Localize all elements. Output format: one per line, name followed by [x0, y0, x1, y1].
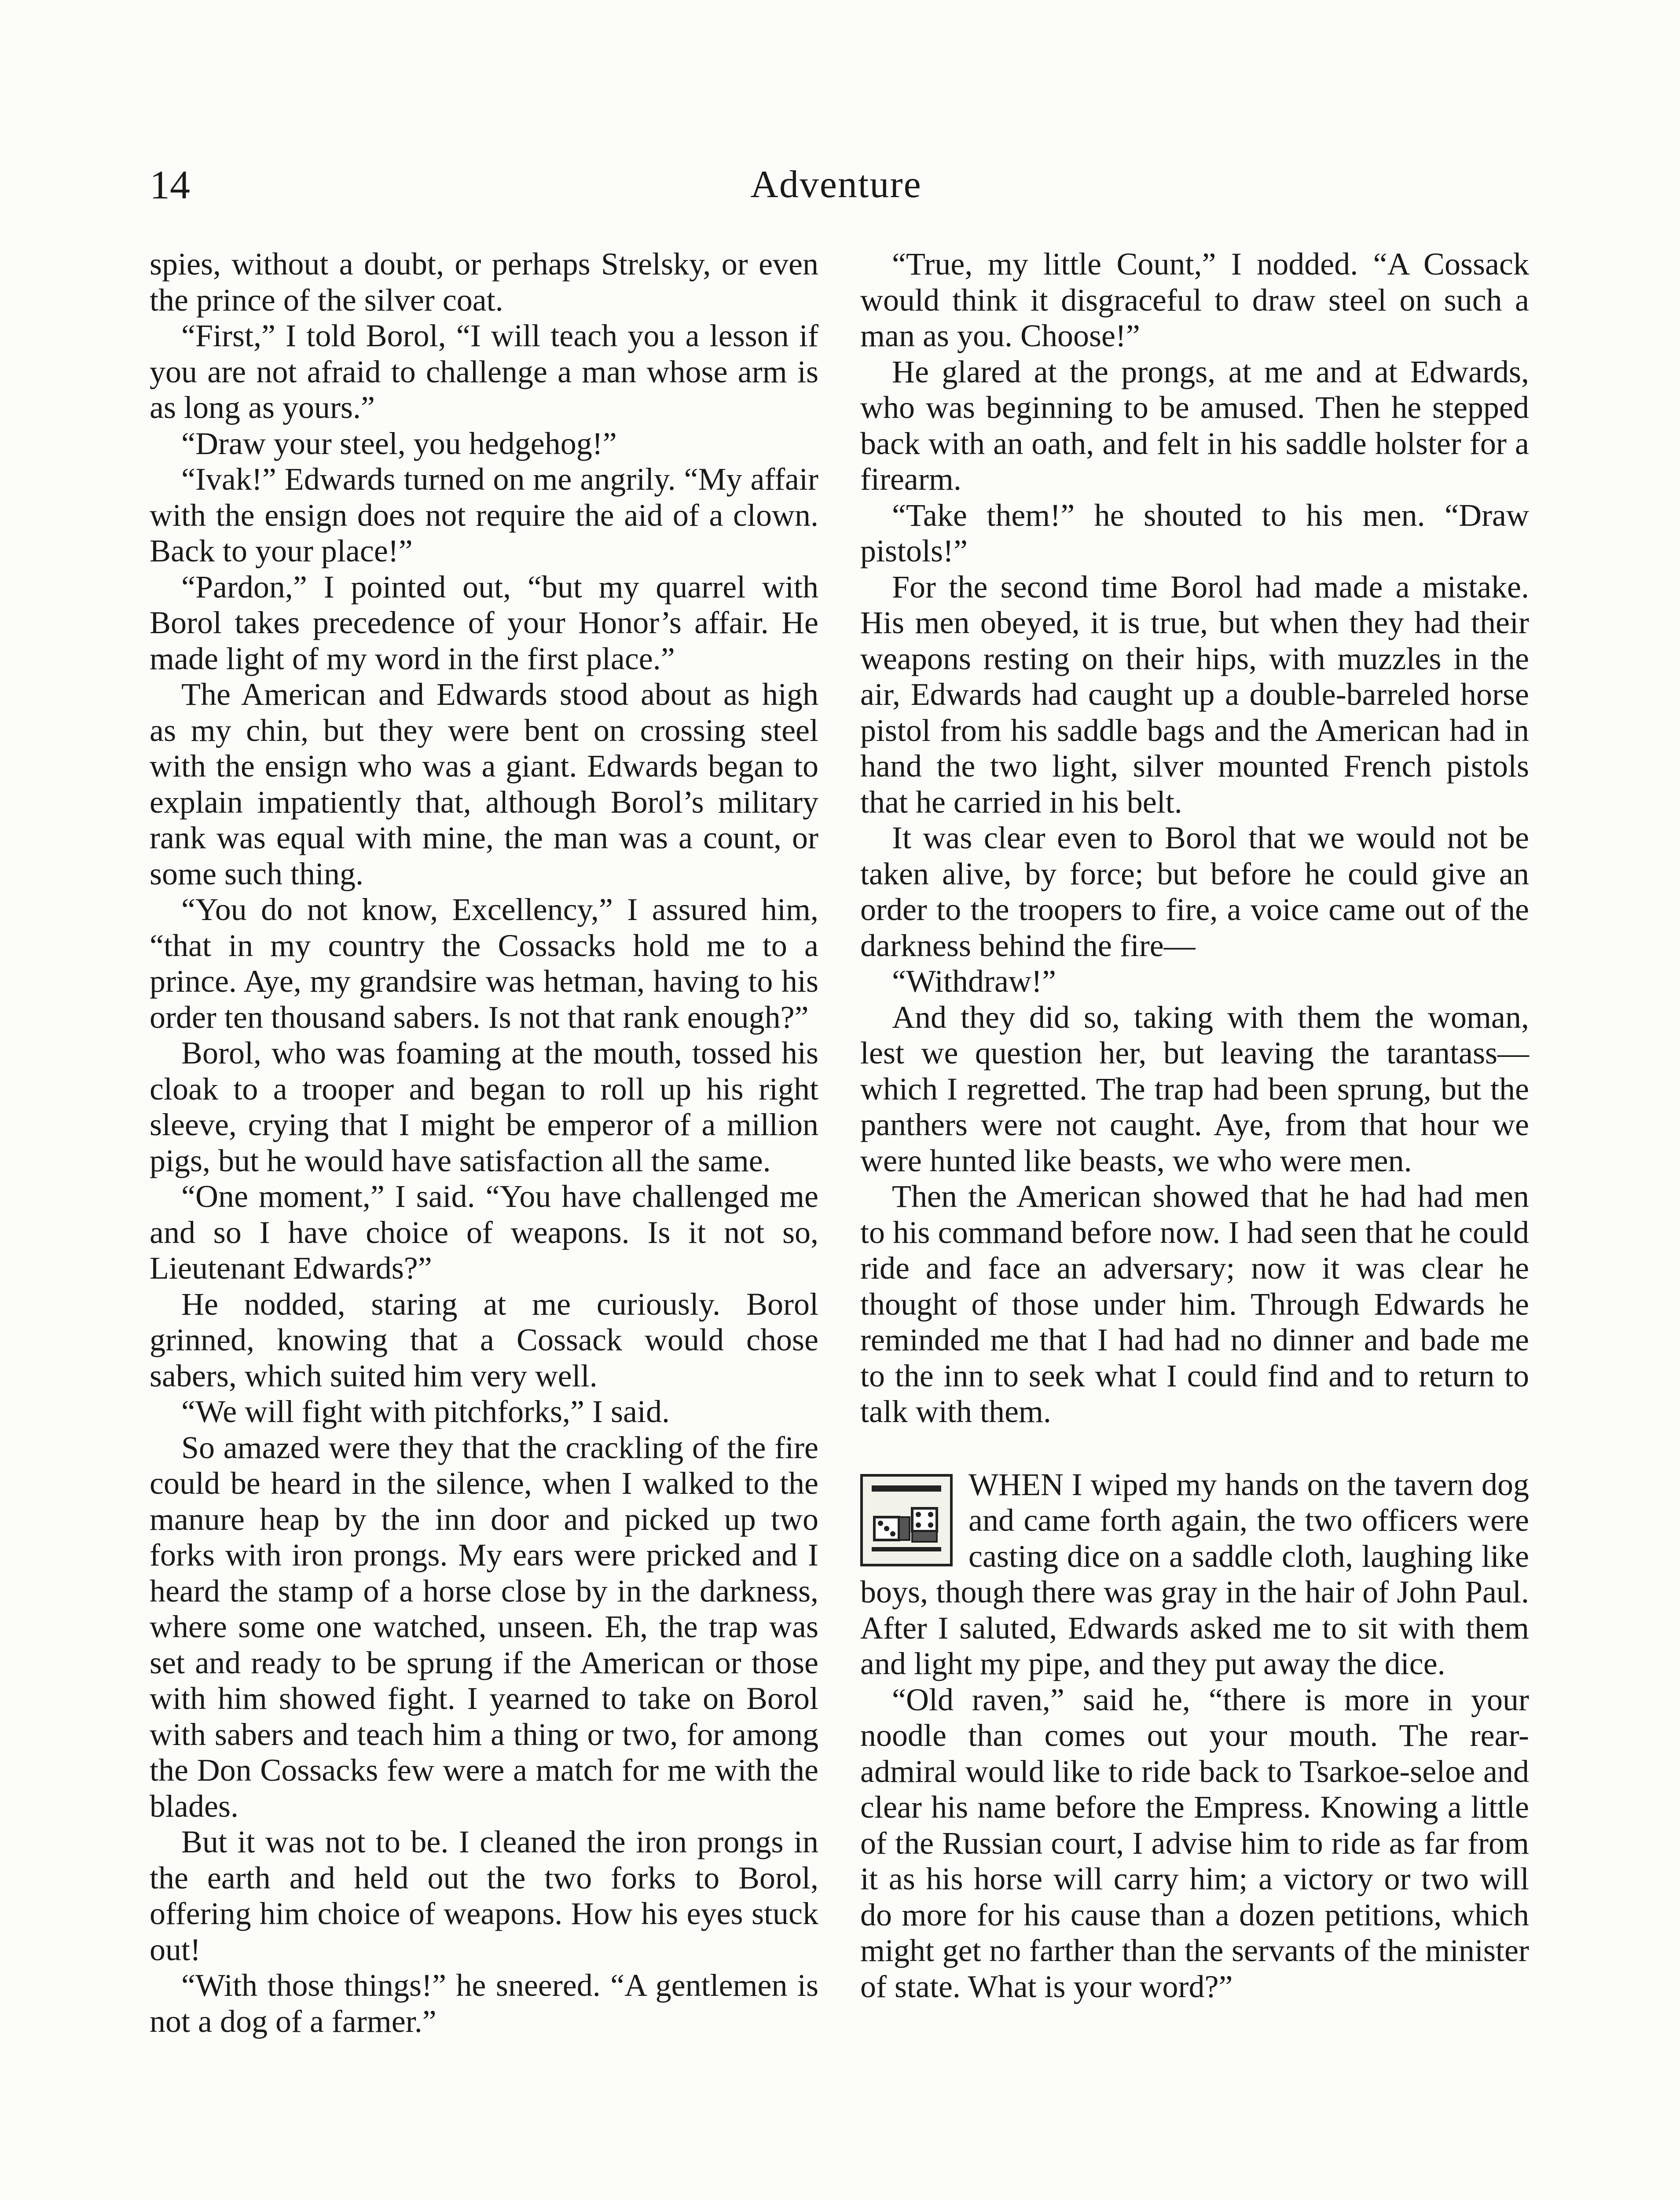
- section-opening: WHEN I wiped my hands on the tavern dog and came forth again, the two officers were casting dice on a saddle cloth, laughing like boys, though there was gray in the hair of John Paul. After I saluted, Edwards asked me to sit with them and light my pipe, and they put away the dice.: [860, 1467, 1529, 1681]
- paragraph: “True, my little Count,” I nodded. “A Cossack would think it disgraceful to draw steel on such a man as you. Choose!”: [860, 246, 1529, 353]
- paragraph: And they did so, taking with them the woman, lest we question her, but leaving the tarantass—which I regretted. The trap had been sprung, but the panthers were not caught. Aye, from that hour we were hunted like beasts, we who were men.: [860, 999, 1529, 1178]
- left-column: [150, 246, 818, 2039]
- paragraph: It was clear even to Borol that we would not be taken alive, by force; but before he could give an order to the troopers to fire, a voice came out of the darkness behind the fire—: [860, 820, 1529, 963]
- paragraph: For the second time Borol had made a mistake. His men obeyed, it is true, but when they had their weapons resting on their hips, with muzzles in the air, Edwards had caught up a double-barreled horse pistol from his saddle bags and the American had in hand the two light, silver mounted French pistols that he carried in his belt.: [860, 569, 1529, 820]
- paragraph: “With those things!” he sneered. “A gentlemen is not a dog of a farmer.”: [150, 1968, 818, 2039]
- paragraph: “Pardon,” I pointed out, “but my quarrel with Borol takes precedence of your Honor’s affair. He made light of my word in the first place.”: [150, 569, 818, 676]
- paragraph: “First,” I told Borol, “I will teach you a lesson if you are not afraid to challenge a man whose arm is as long as yours.”: [150, 318, 818, 425]
- right-column: [860, 246, 1529, 2005]
- paragraph: “Withdraw!”: [892, 964, 1056, 999]
- paragraph: He nodded, staring at me curiously. Borol grinned, knowing that a Cossack would chose sabers, which suited him very well.: [150, 1286, 818, 1393]
- paragraph: “Old raven,” said he, “there is more in your noodle than comes out your mouth. The rear-admiral would like to ride back to Tsarkoe-seloe and clear his name before the Empress. Knowing a little of the Russian court, I advise him to ride as far from it as his horse will carry him; a victory or two will do more for his cause than a dozen petitions, which might get no farther than the servants of the minister of state. What is your word?”: [860, 1682, 1529, 2004]
- paragraph: spies, without a doubt, or perhaps Strelsky, or even the prince of the silver coat.: [150, 246, 818, 318]
- paragraph: The American and Edwards stood about as high as my chin, but they were bent on crossing steel with the ensign who was a giant. Edwards began to explain impatiently that, although Borol’s military rank was equal with mine, the man was a count, or some such thing.: [150, 677, 818, 891]
- page-header: [150, 150, 1522, 220]
- paragraph: “Draw your steel, you hedgehog!”: [181, 425, 617, 461]
- dice-icon: [860, 1474, 953, 1566]
- page-number: 14: [150, 162, 190, 207]
- paragraph: Then the American showed that he had had men to his command before now. I had seen that he could ride and face an adversary; now it was clear he thought of those under him. Through Edwards he reminded me that I had had no dinner and bade me to the inn to seek what I could find and to return to talk with them.: [860, 1179, 1529, 1429]
- paragraph: “We will fight with pitchforks,” I said.: [181, 1394, 670, 1429]
- paragraph: But it was not to be. I cleaned the iron prongs in the earth and held out the two forks to Borol, offering him choice of weapons. How his eyes stuck out!: [150, 1824, 818, 1967]
- paragraph: Borol, who was foaming at the mouth, tossed his cloak to a trooper and began to roll up his right sleeve, crying that I might be emperor of a million pigs, but he would have satisfaction all the same.: [150, 1035, 818, 1178]
- paragraph: “Take them!” he shouted to his men. “Draw pistols!”: [860, 497, 1529, 568]
- paragraph: “You do not know, Excellency,” I assured him, “that in my country the Cossacks hold me to a prince. Aye, my grandsire was hetman, having to his order ten thousand sabers. Is not that rank enough?”: [150, 892, 818, 1035]
- paragraph: He glared at the prongs, at me and at Edwards, who was beginning to be amused. Then he stepped back with an oath, and felt in his saddle holster for a firearm.: [860, 354, 1529, 497]
- page-title: Adventure: [750, 163, 922, 206]
- paragraph: “One moment,” I said. “You have challenged me and so I have choice of weapons. Is it not so, Lieutenant Edwards?”: [150, 1179, 818, 1286]
- paragraph: So amazed were they that the crackling of the fire could be heard in the silence, when I walked to the manure heap by the inn door and picked up two forks with iron prongs. My ears were pricked and I heard the stamp of a horse close by in the darkness, where some one watched, unseen. Eh, the trap was set and ready to be sprung if the American or those with him showed fight. I yearned to take on Borol with sabers and teach him a thing or two, for among the Don Cossacks few were a match for me with the blades.: [150, 1430, 818, 1824]
- paragraph: “Ivak!” Edwards turned on me angrily. “My affair with the ensign does not require the aid of a clown. Back to your place!”: [150, 462, 818, 568]
